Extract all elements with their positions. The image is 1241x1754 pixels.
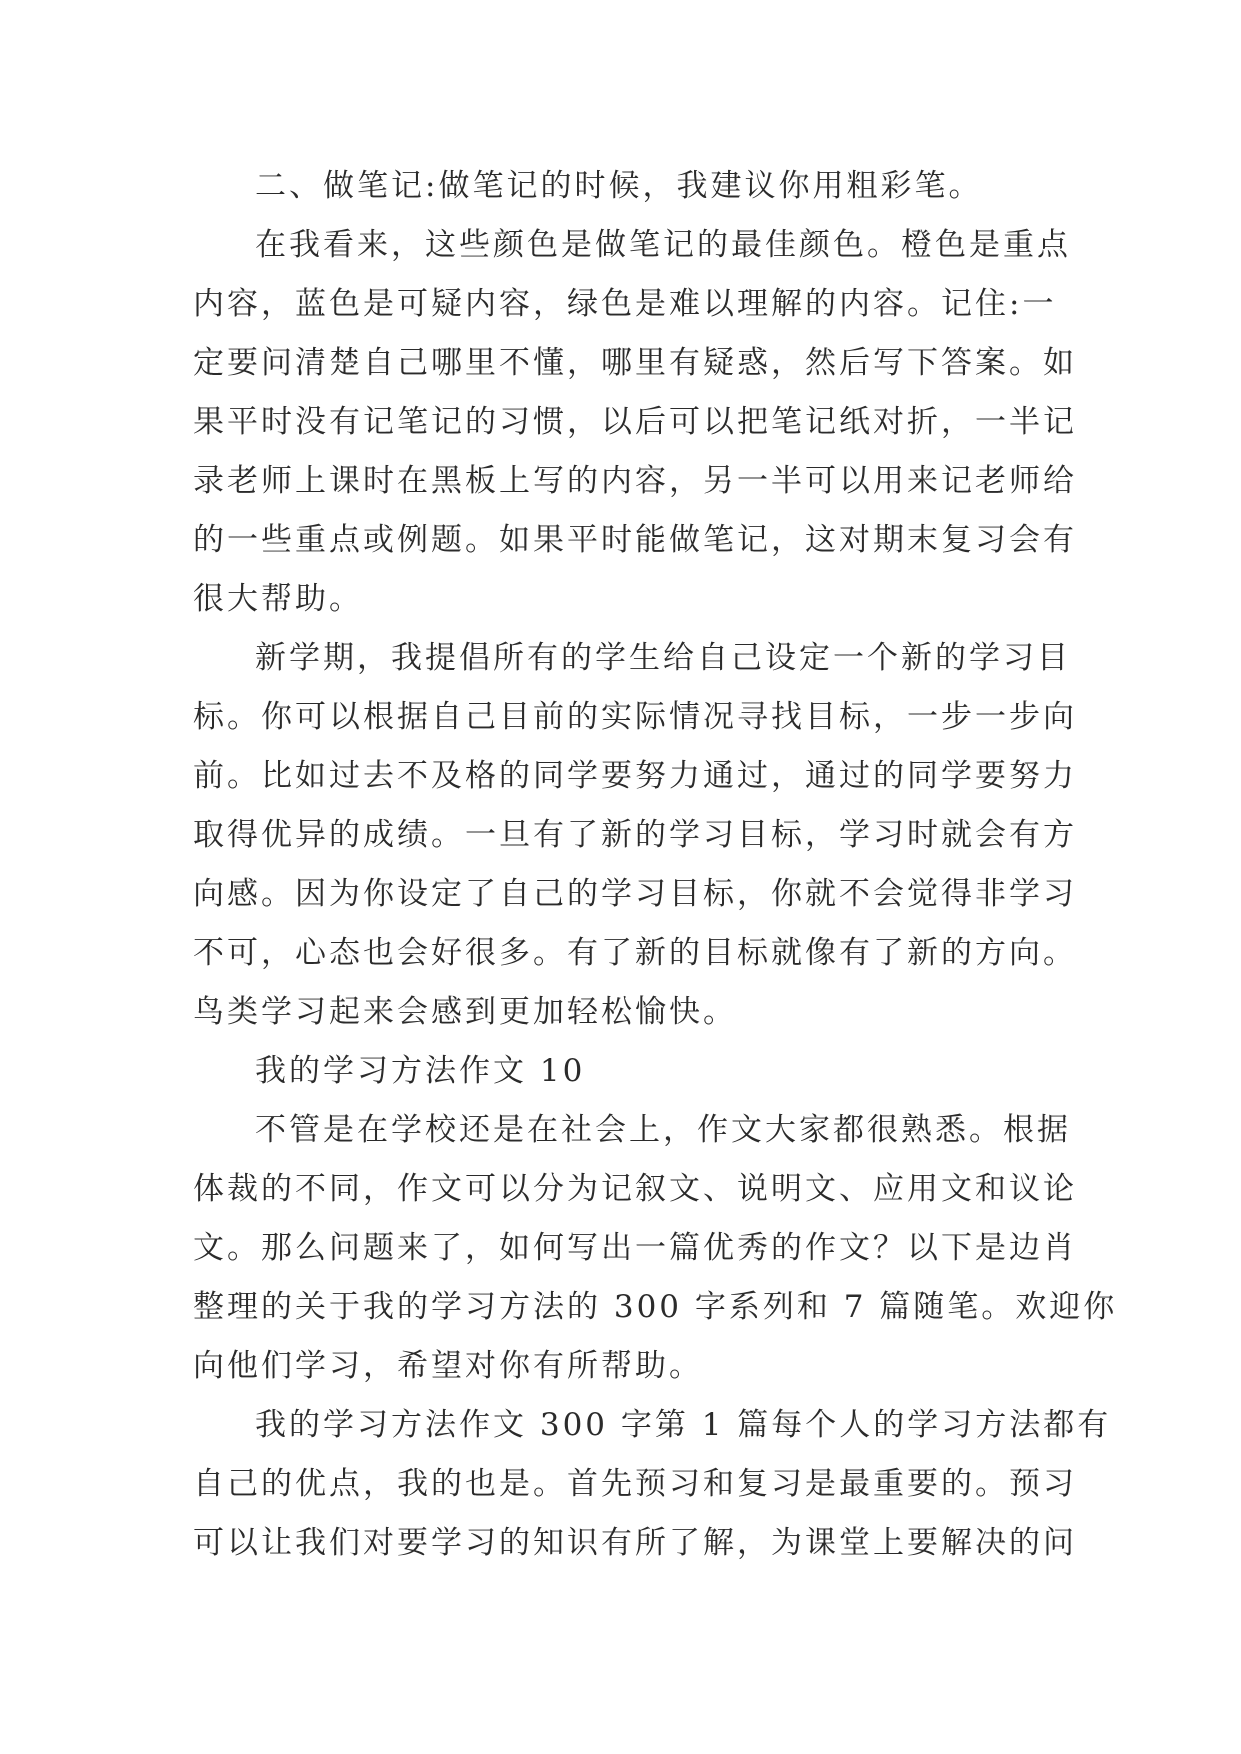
- text-line: 向感。因为你设定了自己的学习目标，你就不会觉得非学习: [193, 876, 1077, 912]
- document-body: [193, 157, 1118, 1573]
- text-line: 定要问清楚自己哪里不懂，哪里有疑惑，然后写下答案。如: [193, 345, 1077, 381]
- text-line: 标。你可以根据自己目前的实际情况寻找目标，一步一步向: [193, 699, 1077, 735]
- text-line: 的一些重点或例题。如果平时能做笔记，这对期末复习会有: [193, 522, 1077, 558]
- text-line: 新学期，我提倡所有的学生给自己设定一个新的学习目: [255, 640, 1071, 676]
- text-line: 在我看来，这些颜色是做笔记的最佳颜色。橙色是重点: [255, 227, 1071, 263]
- text-line: 前。比如过去不及格的同学要努力通过，通过的同学要努力: [193, 758, 1077, 794]
- text-line: 很大帮助。: [193, 581, 363, 617]
- text-line: 可以让我们对要学习的知识有所了解，为课堂上要解决的问: [193, 1525, 1077, 1561]
- text-line: 体裁的不同，作文可以分为记叙文、说明文、应用文和议论: [193, 1171, 1077, 1207]
- text-line: 不管是在学校还是在社会上，作文大家都很熟悉。根据: [255, 1112, 1071, 1148]
- text-line: 整理的关于我的学习方法的 300 字系列和 7 篇随笔。欢迎你: [193, 1289, 1118, 1325]
- section-heading: 我的学习方法作文 10: [255, 1053, 586, 1089]
- text-line: 向他们学习，希望对你有所帮助。: [193, 1348, 703, 1384]
- text-line: 果平时没有记笔记的习惯，以后可以把笔记纸对折，一半记: [193, 404, 1077, 440]
- text-line: 自己的优点，我的也是。首先预习和复习是最重要的。预习: [193, 1466, 1077, 1502]
- text-line: 二、做笔记:做笔记的时候，我建议你用粗彩笔。: [255, 168, 983, 204]
- text-line: 不可，心态也会好很多。有了新的目标就像有了新的方向。: [193, 935, 1077, 971]
- text-line: 录老师上课时在黑板上写的内容，另一半可以用来记老师给: [193, 463, 1077, 499]
- text-line: 我的学习方法作文 300 字第 1 篇每个人的学习方法都有: [255, 1407, 1112, 1443]
- text-line: 内容，蓝色是可疑内容，绿色是难以理解的内容。记住:一: [193, 286, 1057, 322]
- text-line: 文。那么问题来了，如何写出一篇优秀的作文？以下是边肖: [193, 1230, 1077, 1266]
- text-line: 取得优异的成绩。一旦有了新的学习目标，学习时就会有方: [193, 817, 1077, 853]
- text-line: 鸟类学习起来会感到更加轻松愉快。: [193, 994, 737, 1030]
